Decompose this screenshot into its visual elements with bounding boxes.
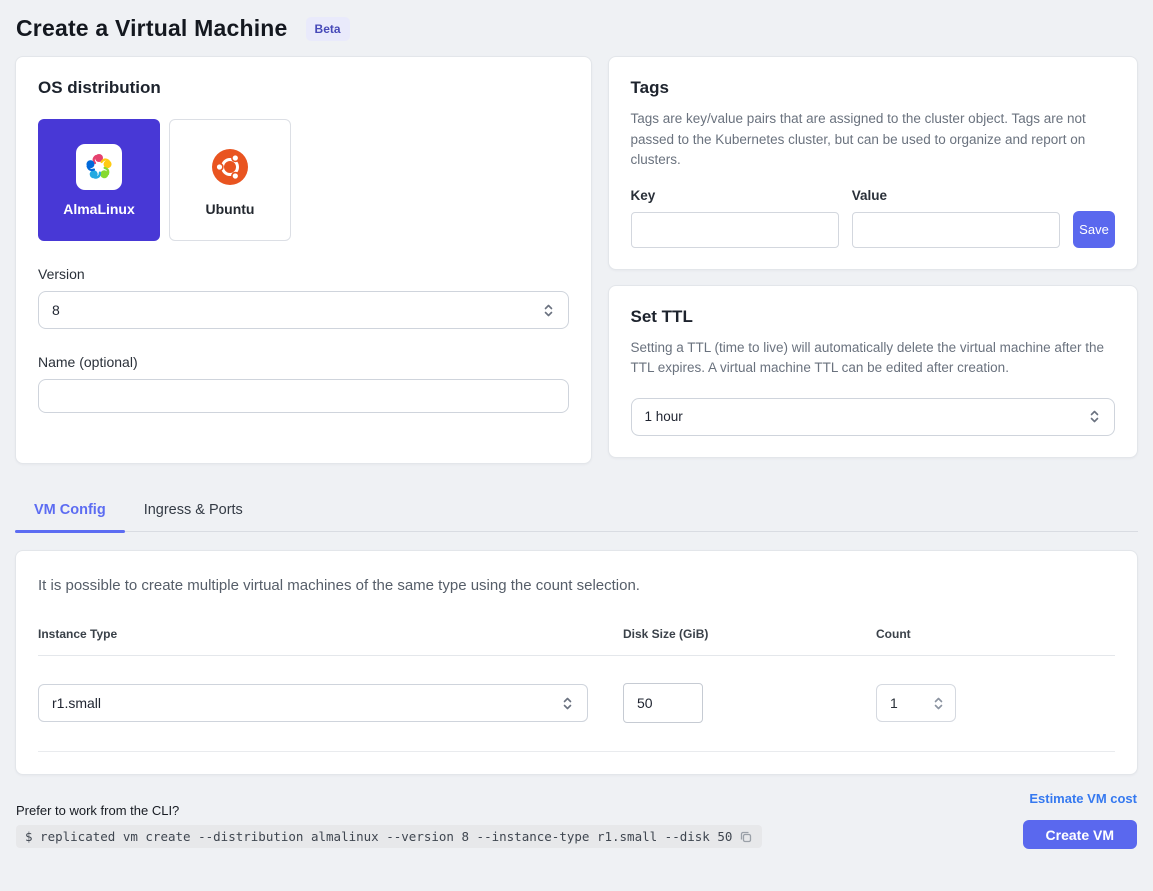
column-header-disk-size: Disk Size (GiB) (623, 627, 709, 641)
column-header-count: Count (876, 627, 911, 641)
chevron-updown-icon (932, 696, 945, 711)
save-tag-button[interactable]: Save (1073, 211, 1115, 248)
disk-size-cell (623, 683, 876, 723)
ttl-card-description: Setting a TTL (time to live) will automatically delete the virtual machine after the TTL expires. A virtual machine TTL can be edited after creation. (630, 339, 1104, 376)
page-header (15, 13, 1138, 56)
chevron-updown-icon (1088, 409, 1101, 424)
almalinux-icon (76, 144, 122, 190)
tag-value-field (852, 188, 1060, 248)
vm-name-label: Name (optional) (38, 354, 138, 370)
cli-section (16, 803, 762, 849)
right-column (608, 56, 1139, 464)
column-header-instance-type: Instance Type (38, 627, 118, 641)
ttl-select-value: 1 hour (644, 409, 683, 425)
instance-type-select[interactable] (38, 684, 588, 722)
vm-table-header (38, 627, 1115, 656)
version-label: Version (38, 266, 85, 282)
cli-code-block (16, 825, 762, 848)
os-tile-ubuntu[interactable] (169, 119, 291, 241)
tag-key-label: Key (630, 187, 656, 203)
tab-bar (15, 491, 1138, 532)
ubuntu-icon (207, 144, 253, 190)
cli-prompt-text: Prefer to work from the CLI? (16, 803, 180, 818)
table-row (38, 656, 1115, 752)
os-card-title: OS distribution (38, 78, 161, 97)
tag-value-input[interactable] (852, 212, 1060, 248)
tag-value-label: Value (851, 187, 888, 203)
chevron-updown-icon (542, 303, 555, 318)
ttl-card-title: Set TTL (630, 306, 693, 326)
tags-card-title: Tags (630, 78, 669, 97)
os-tiles (38, 119, 569, 241)
tab-vm-config[interactable]: VM Config (15, 491, 125, 531)
create-vm-button[interactable]: Create VM (1023, 820, 1137, 849)
tab-ingress-ports[interactable]: Ingress & Ports (143, 502, 243, 518)
estimate-vm-cost-link[interactable]: Estimate VM cost (1029, 791, 1137, 806)
top-card-grid (15, 56, 1138, 464)
ttl-select[interactable] (631, 398, 1116, 436)
os-tile-almalinux[interactable] (38, 119, 160, 241)
footer-actions (1023, 788, 1137, 849)
chevron-updown-icon (561, 696, 574, 711)
tag-key-field (631, 188, 839, 248)
footer (15, 788, 1138, 849)
vm-config-description: It is possible to create multiple virtual machines of the same type using the count selection. (38, 577, 640, 594)
version-select-value: 8 (52, 302, 60, 318)
vm-config-card (15, 550, 1138, 775)
vm-name-input[interactable] (38, 379, 569, 413)
tags-fields (631, 188, 1116, 248)
instance-type-value: r1.small (52, 695, 102, 711)
page-title: Create a Virtual Machine (16, 15, 288, 41)
set-ttl-card (608, 285, 1139, 458)
os-tile-almalinux-label: AlmaLinux (63, 200, 135, 217)
copy-icon[interactable] (739, 830, 753, 844)
tag-key-input[interactable] (631, 212, 839, 248)
count-stepper[interactable] (876, 684, 956, 722)
count-cell (876, 684, 1115, 722)
tags-card (608, 56, 1139, 270)
tags-card-description: Tags are key/value pairs that are assigned to the cluster object. Tags are not passed to the Kubernetes cluster, but can be used to organize and report on clusters. (630, 111, 1086, 168)
os-distribution-card (15, 56, 592, 464)
beta-badge: Beta (306, 17, 350, 41)
instance-type-cell (38, 684, 623, 722)
os-tile-ubuntu-label: Ubuntu (205, 200, 255, 217)
count-input[interactable] (877, 695, 921, 711)
vm-table (16, 627, 1137, 774)
disk-size-input[interactable] (623, 683, 703, 723)
cli-command-text: $ replicated vm create --distribution almalinux --version 8 --instance-type r1.small --disk 50 (25, 829, 733, 844)
version-select[interactable] (38, 291, 569, 329)
